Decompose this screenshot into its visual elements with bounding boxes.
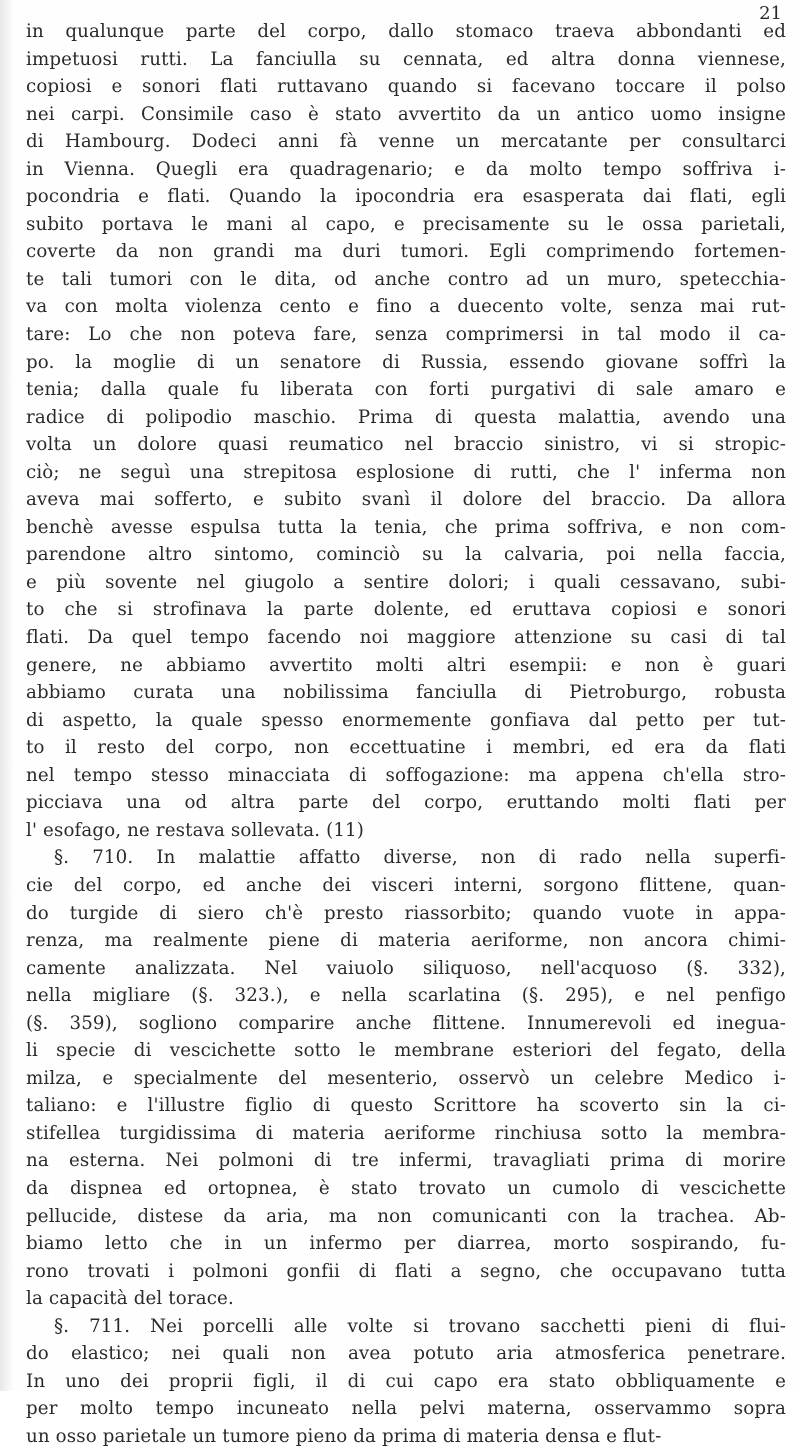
text-line: in qualunque parte del corpo, dallo stomaco traeva abbondanti ed (26, 21, 786, 42)
text-line: subito portava le mani al capo, e precisamente su le ossa parietali, (26, 213, 786, 235)
text-line: (§. 359), sogliono comparire anche flittene. Innumerevoli ed inegua- (26, 1012, 786, 1034)
text-line: da dispnea ed ortopnea, è stato trovato un cumolo di vescichette (26, 1177, 786, 1199)
text-line: genere, ne abbiamo avvertito molti altri esempii: e non è guari (26, 654, 786, 676)
text-line: rono trovati i polmoni gonfii di flati a segno, che occupavano tutta (26, 1260, 786, 1282)
text-line: taliano: e l'illustre figlio di questo Scrittore ha scoverto sin la ci- (26, 1095, 786, 1117)
text-line: ciò; ne seguì una strepitosa esplosione di rutti, che l' inferma non (26, 461, 786, 483)
text-line: pocondria e flati. Quando la ipocondria era esasperata dai flati, egli (26, 186, 786, 208)
text-line: volta un dolore quasi reumatico nel braccio sinistro, vi si stropic- (26, 434, 786, 456)
text-line: coverte da non grandi ma duri tumori. Egli comprimendo fortemen- (26, 241, 786, 263)
text-line: In uno dei proprii figli, il di cui capo era stato obbliquamente e (26, 1370, 786, 1392)
text-line: cie del corpo, ed anche dei visceri interni, sorgono flittene, quan- (26, 874, 786, 896)
page-number: 21 (759, 3, 782, 24)
text-line: parendone altro sintomo, cominciò su la calvaria, poi nella faccia, (26, 544, 786, 566)
binding-gutter (0, 0, 14, 1391)
text-line: un osso parietale un tumore pieno da prima di materia densa e flut- (26, 1425, 662, 1447)
text-line: to il resto del corpo, non eccettuatine i membri, ed era da flati (26, 737, 786, 759)
text-line: di Hambourg. Dodeci anni fà venne un mercatante per consultarci (26, 131, 786, 153)
text-line: va con molta violenza cento e fino a duecento volte, senza mai rut- (26, 296, 786, 318)
text-line: in Vienna. Quegli era quadragenario; e da molto tempo soffriva i- (26, 158, 786, 180)
text-line: to che si strofinava la parte dolente, ed eruttava copiosi e sonori (26, 599, 786, 621)
text-line: do elastico; nei quali non avea potuto aria atmosferica penetrare. (26, 1343, 786, 1365)
text-line: po. la moglie di un senatore di Russia, essendo giovane soffrì la (26, 351, 786, 373)
text-line: nei carpi. Consimile caso è stato avvertito da un antico uomo insigne (26, 103, 786, 125)
text-line: copiosi e sonori flati ruttavano quando si facevano toccare il polso (26, 76, 786, 98)
text-line: tare: Lo che non poteva fare, senza comprimersi in tal modo il ca- (26, 324, 786, 346)
text-line: nella migliare (§. 323.), e nella scarlatina (§. 295), e nel penfigo (26, 985, 786, 1007)
text-line: te tali tumori con le dita, od anche contro ad un muro, spetecchia- (26, 268, 786, 290)
text-line: biamo letto che in un infermo per diarrea, morto sospirando, fu- (26, 1233, 786, 1255)
text-line: tenia; dalla quale fu liberata con forti purgativi di sale amaro e (26, 379, 786, 401)
text-line: stifellea turgidissima di materia aeriforme rinchiusa sotto la membra- (26, 1122, 786, 1144)
text-line: §. 710. In malattie affatto diverse, non di rado nella superfi- (54, 847, 786, 869)
text-line: nel tempo stesso minacciata di soffogazione: ma appena ch'ella stro- (26, 764, 786, 786)
text-line: l' esofago, ne restava sollevata. (11) (26, 819, 365, 841)
text-line: flati. Da quel tempo facendo noi maggiore attenzione su casi di tal (26, 627, 786, 649)
text-line: di aspetto, la quale spesso enormemente gonfiava dal petto per tut- (26, 709, 786, 731)
text-line: impetuosi rutti. La fanciulla su cennata, ed altra donna viennese, (26, 48, 786, 70)
text-line: per molto tempo incuneato nella pelvi materna, osservammo sopra (26, 1398, 786, 1420)
text-line: picciava una od altra parte del corpo, eruttando molti flati per (26, 792, 786, 814)
text-line: aveva mai sofferto, e subito svanì il dolore del braccio. Da allora (26, 489, 786, 511)
text-line: renza, ma realmente piene di materia aeriforme, non ancora chimi- (26, 930, 786, 952)
text-line: na esterna. Nei polmoni di tre infermi, travagliati prima di morire (26, 1150, 786, 1172)
text-line: la capacità del torace. (26, 1288, 234, 1310)
text-line: milza, e specialmente del mesenterio, osservò un celebre Medico i- (26, 1067, 786, 1089)
text-line: radice di polipodio maschio. Prima di questa malattia, avendo una (26, 406, 786, 428)
text-line: e più sovente nel giugolo a sentire dolori; i quali cessavano, subi- (26, 571, 786, 593)
text-line: li specie di vescichette sotto le membrane esteriori del fegato, della (26, 1040, 786, 1062)
text-line: do turgide di siero ch'è presto riassorbito; quando vuote in appa- (26, 902, 786, 924)
text-line: abbiamo curata una nobilissima fanciulla di Pietroburgo, robusta (26, 682, 786, 704)
text-line: benchè avesse espulsa tutta la tenia, che prima soffriva, e non com- (26, 516, 786, 538)
text-line: pellucide, distese da aria, ma non comunicanti con la trachea. Ab- (26, 1205, 786, 1227)
text-line: §. 711. Nei porcelli alle volte si trovano sacchetti pieni di flui- (54, 1315, 786, 1337)
text-line: camente analizzata. Nel vaiuolo siliquoso, nell'acquoso (§. 332), (26, 957, 786, 979)
body-text (26, 18, 786, 1450)
